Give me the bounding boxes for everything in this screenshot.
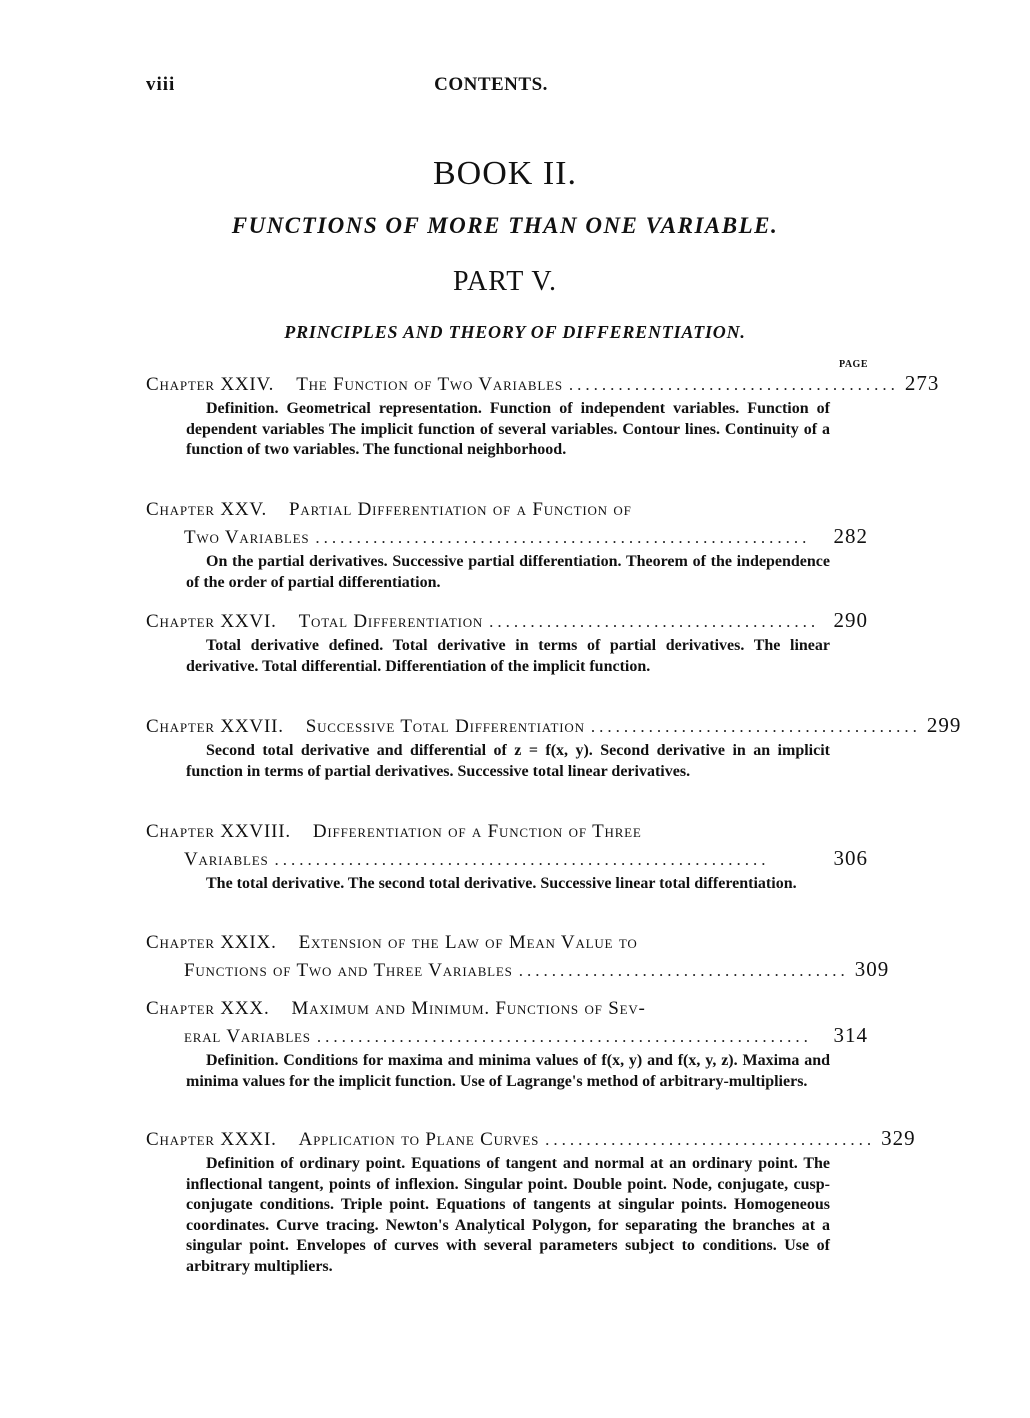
page-column-label: PAGE xyxy=(838,359,868,370)
chapter-page: 299 xyxy=(926,713,962,737)
chapter-label: Chapter XXV. xyxy=(146,499,268,520)
chapter-page: 273 xyxy=(904,371,940,395)
chapter-entry[interactable] xyxy=(146,818,868,895)
chapter-description: The total derivative. The second total derivative. Successive linear total differentiation. xyxy=(206,875,797,892)
dot-leader: ............................................................ xyxy=(274,850,770,869)
chapter-entry[interactable] xyxy=(146,995,868,1092)
chapter-page: 306 xyxy=(833,846,868,870)
chapter-title: The Function of Two Variables xyxy=(296,374,563,395)
chapter-page: 329 xyxy=(881,1126,916,1150)
chapter-description: Definition of ordinary point. Equations of tangent and normal at an ordinary point. The inflectional tangent, points of inflexion. Singular point. Double point. Node, conjugate, cusp-conjugate conditions. Triple point. Equations of tangents at singular points. Homogeneous coordinates. Curve tracing. Newton's Analytical Polygon, for separating the branches at a singular point. Envelopes of curves with several parameters subject to conditions. Use of arbitrary multipliers. xyxy=(186,1155,830,1275)
chapter-title: Partial Differentiation of a Function of xyxy=(289,499,632,520)
dot-leader: ........................................ xyxy=(518,961,849,980)
dot-leader: ........................................ xyxy=(489,612,820,631)
chapter-title: Application to Plane Curves xyxy=(298,1129,540,1150)
chapter-title: Differentiation of a Function of Three xyxy=(312,821,642,842)
chapter-title: Successive Total Differentiation xyxy=(305,716,585,737)
chapter-title-continued: Two Variables xyxy=(184,527,310,548)
chapter-title: Maximum and Minimum. Functions of Sev- xyxy=(291,998,646,1019)
chapter-entry[interactable] xyxy=(146,496,868,593)
chapter-label: Chapter XXVI. xyxy=(146,611,277,632)
chapter-page: 309 xyxy=(854,957,890,981)
chapter-entry[interactable] xyxy=(146,712,962,782)
chapter-page: 290 xyxy=(833,608,868,632)
chapter-page: 282 xyxy=(833,524,868,548)
chapter-description: Definition. Geometrical representation. Function of independent variables. Function of dependent variables The implicit function of several variables. Contour lines. Continuity of a function of two variables. The functional neighborhood. xyxy=(186,400,830,458)
chapter-description: Second total derivative and differential of z = f(x, y). Second derivative in an implicit function in terms of partial derivatives. Successive total linear derivatives. xyxy=(186,742,830,780)
part-subtitle: PRINCIPLES AND THEORY OF DIFFERENTIATION. xyxy=(284,322,746,342)
chapter-title-continued: Functions of Two and Three Variables xyxy=(184,960,513,981)
dot-leader: ........................................ xyxy=(545,1130,876,1149)
chapter-title-continued: Variables xyxy=(184,849,269,870)
dot-leader: ............................................................ xyxy=(315,528,811,547)
chapter-title: Extension of the Law of Mean Value to xyxy=(298,932,638,953)
chapter-entry[interactable] xyxy=(146,607,868,677)
chapter-label: Chapter XXVIII. xyxy=(146,821,291,842)
running-title: CONTENTS. xyxy=(434,74,548,95)
dot-leader: ............................................................ xyxy=(316,1027,812,1046)
book-subtitle: FUNCTIONS OF MORE THAN ONE VARIABLE. xyxy=(231,213,779,238)
page-number: viii xyxy=(146,74,176,95)
chapter-label: Chapter XXIV. xyxy=(146,374,275,395)
dot-leader: ........................................ xyxy=(568,375,899,394)
chapter-entry[interactable] xyxy=(146,1125,916,1277)
chapter-description: Definition. Conditions for maxima and minima values of f(x, y) and f(x, y, z). Maxima and minima values for the implicit function. Use of Lagrange's method of arbitrary-multipliers. xyxy=(186,1052,830,1090)
chapter-title: Total Differentiation xyxy=(298,611,484,632)
book-title: BOOK II. xyxy=(433,155,577,192)
chapter-label: Chapter XXVII. xyxy=(146,716,284,737)
chapter-label: Chapter XXXI. xyxy=(146,1129,277,1150)
chapter-entry[interactable] xyxy=(146,929,890,983)
chapter-label: Chapter XXIX. xyxy=(146,932,277,953)
part-title: PART V. xyxy=(453,266,557,297)
chapter-page: 314 xyxy=(833,1023,868,1047)
chapter-entry[interactable] xyxy=(146,370,940,461)
chapter-title-continued: eral Variables xyxy=(184,1026,311,1047)
chapter-description: On the partial derivatives. Successive partial differentiation. Theorem of the independence of the order of partial differentiation. xyxy=(186,553,830,591)
chapter-description: Total derivative defined. Total derivative in terms of partial derivatives. The linear derivative. Total differential. Differentiation of the implicit function. xyxy=(186,637,830,675)
dot-leader: ........................................ xyxy=(590,717,921,736)
chapter-label: Chapter XXX. xyxy=(146,998,270,1019)
